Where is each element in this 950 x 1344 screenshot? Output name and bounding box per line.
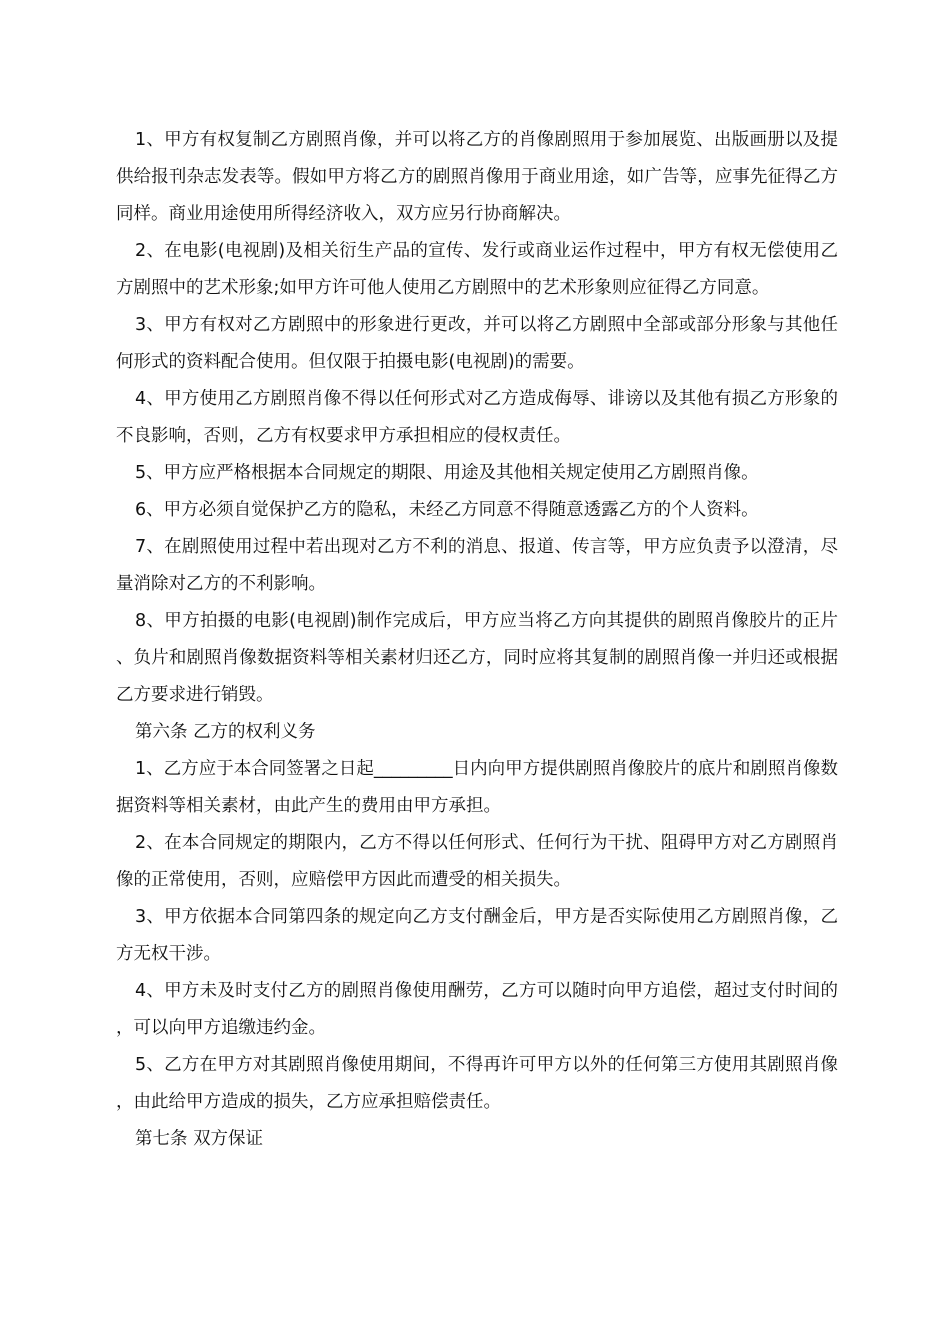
clause-paragraph: 5、甲方应严格根据本合同规定的期限、用途及其他相关规定使用乙方剧照肖像。 — [135, 463, 759, 483]
clause-paragraph: 4、甲方使用乙方剧照肖像不得以任何形式对乙方造成侮辱、诽谤以及其他有损乙方形象的不良影响，否则，乙方有权要求甲方承担相应的侵权责任。 — [116, 389, 838, 446]
clause-paragraph: 1、乙方应于本合同签署之日起_________日内向甲方提供剧照肖像胶片的底片和剧照肖像数据资料等相关素材，由此产生的费用由甲方承担。 — [116, 759, 838, 816]
clause-paragraph: 4、甲方未及时支付乙方的剧照肖像使用酬劳，乙方可以随时向甲方追偿，超过支付时间的，可以向甲方追缴违约金。 — [116, 981, 838, 1038]
clause-paragraph: 5、乙方在甲方对其剧照肖像使用期间，不得再许可甲方以外的任何第三方使用其剧照肖像，由此给甲方造成的损失，乙方应承担赔偿责任。 — [116, 1055, 838, 1112]
clause-paragraph: 7、在剧照使用过程中若出现对乙方不利的消息、报道、传言等，甲方应负责予以澄清，尽量消除对乙方的不利影响。 — [116, 537, 838, 594]
clause-paragraph: 1、甲方有权复制乙方剧照肖像，并可以将乙方的肖像剧照用于参加展览、出版画册以及提供给报刊杂志发表等。假如甲方将乙方的剧照肖像用于商业用途，如广告等，应事先征得乙方同样。商业用途使用所得经济收入，双方应另行协商解决。 — [116, 130, 838, 224]
document-body — [116, 122, 838, 1158]
section-heading: 第七条 双方保证 — [135, 1129, 264, 1149]
clause-paragraph: 3、甲方依据本合同第四条的规定向乙方支付酬金后，甲方是否实际使用乙方剧照肖像，乙方无权干涉。 — [116, 907, 838, 964]
clause-paragraph: 3、甲方有权对乙方剧照中的形象进行更改，并可以将乙方剧照中全部或部分形象与其他任何形式的资料配合使用。但仅限于拍摄电影(电视剧)的需要。 — [116, 315, 838, 372]
clause-paragraph: 2、在电影(电视剧)及相关衍生产品的宣传、发行或商业运作过程中，甲方有权无偿使用乙方剧照中的艺术形象;如甲方许可他人使用乙方剧照中的艺术形象则应征得乙方同意。 — [116, 241, 838, 298]
section-heading: 第六条 乙方的权利义务 — [135, 722, 316, 742]
clause-paragraph: 2、在本合同规定的期限内，乙方不得以任何形式、任何行为干扰、阻碍甲方对乙方剧照肖像的正常使用，否则，应赔偿甲方因此而遭受的相关损失。 — [116, 833, 838, 890]
clause-paragraph: 8、甲方拍摄的电影(电视剧)制作完成后，甲方应当将乙方向其提供的剧照肖像胶片的正片、负片和剧照肖像数据资料等相关素材归还乙方，同时应将其复制的剧照肖像一并归还或根据乙方要求进行销毁。 — [116, 611, 838, 705]
clause-paragraph: 6、甲方必须自觉保护乙方的隐私，未经乙方同意不得随意透露乙方的个人资料。 — [135, 500, 759, 520]
